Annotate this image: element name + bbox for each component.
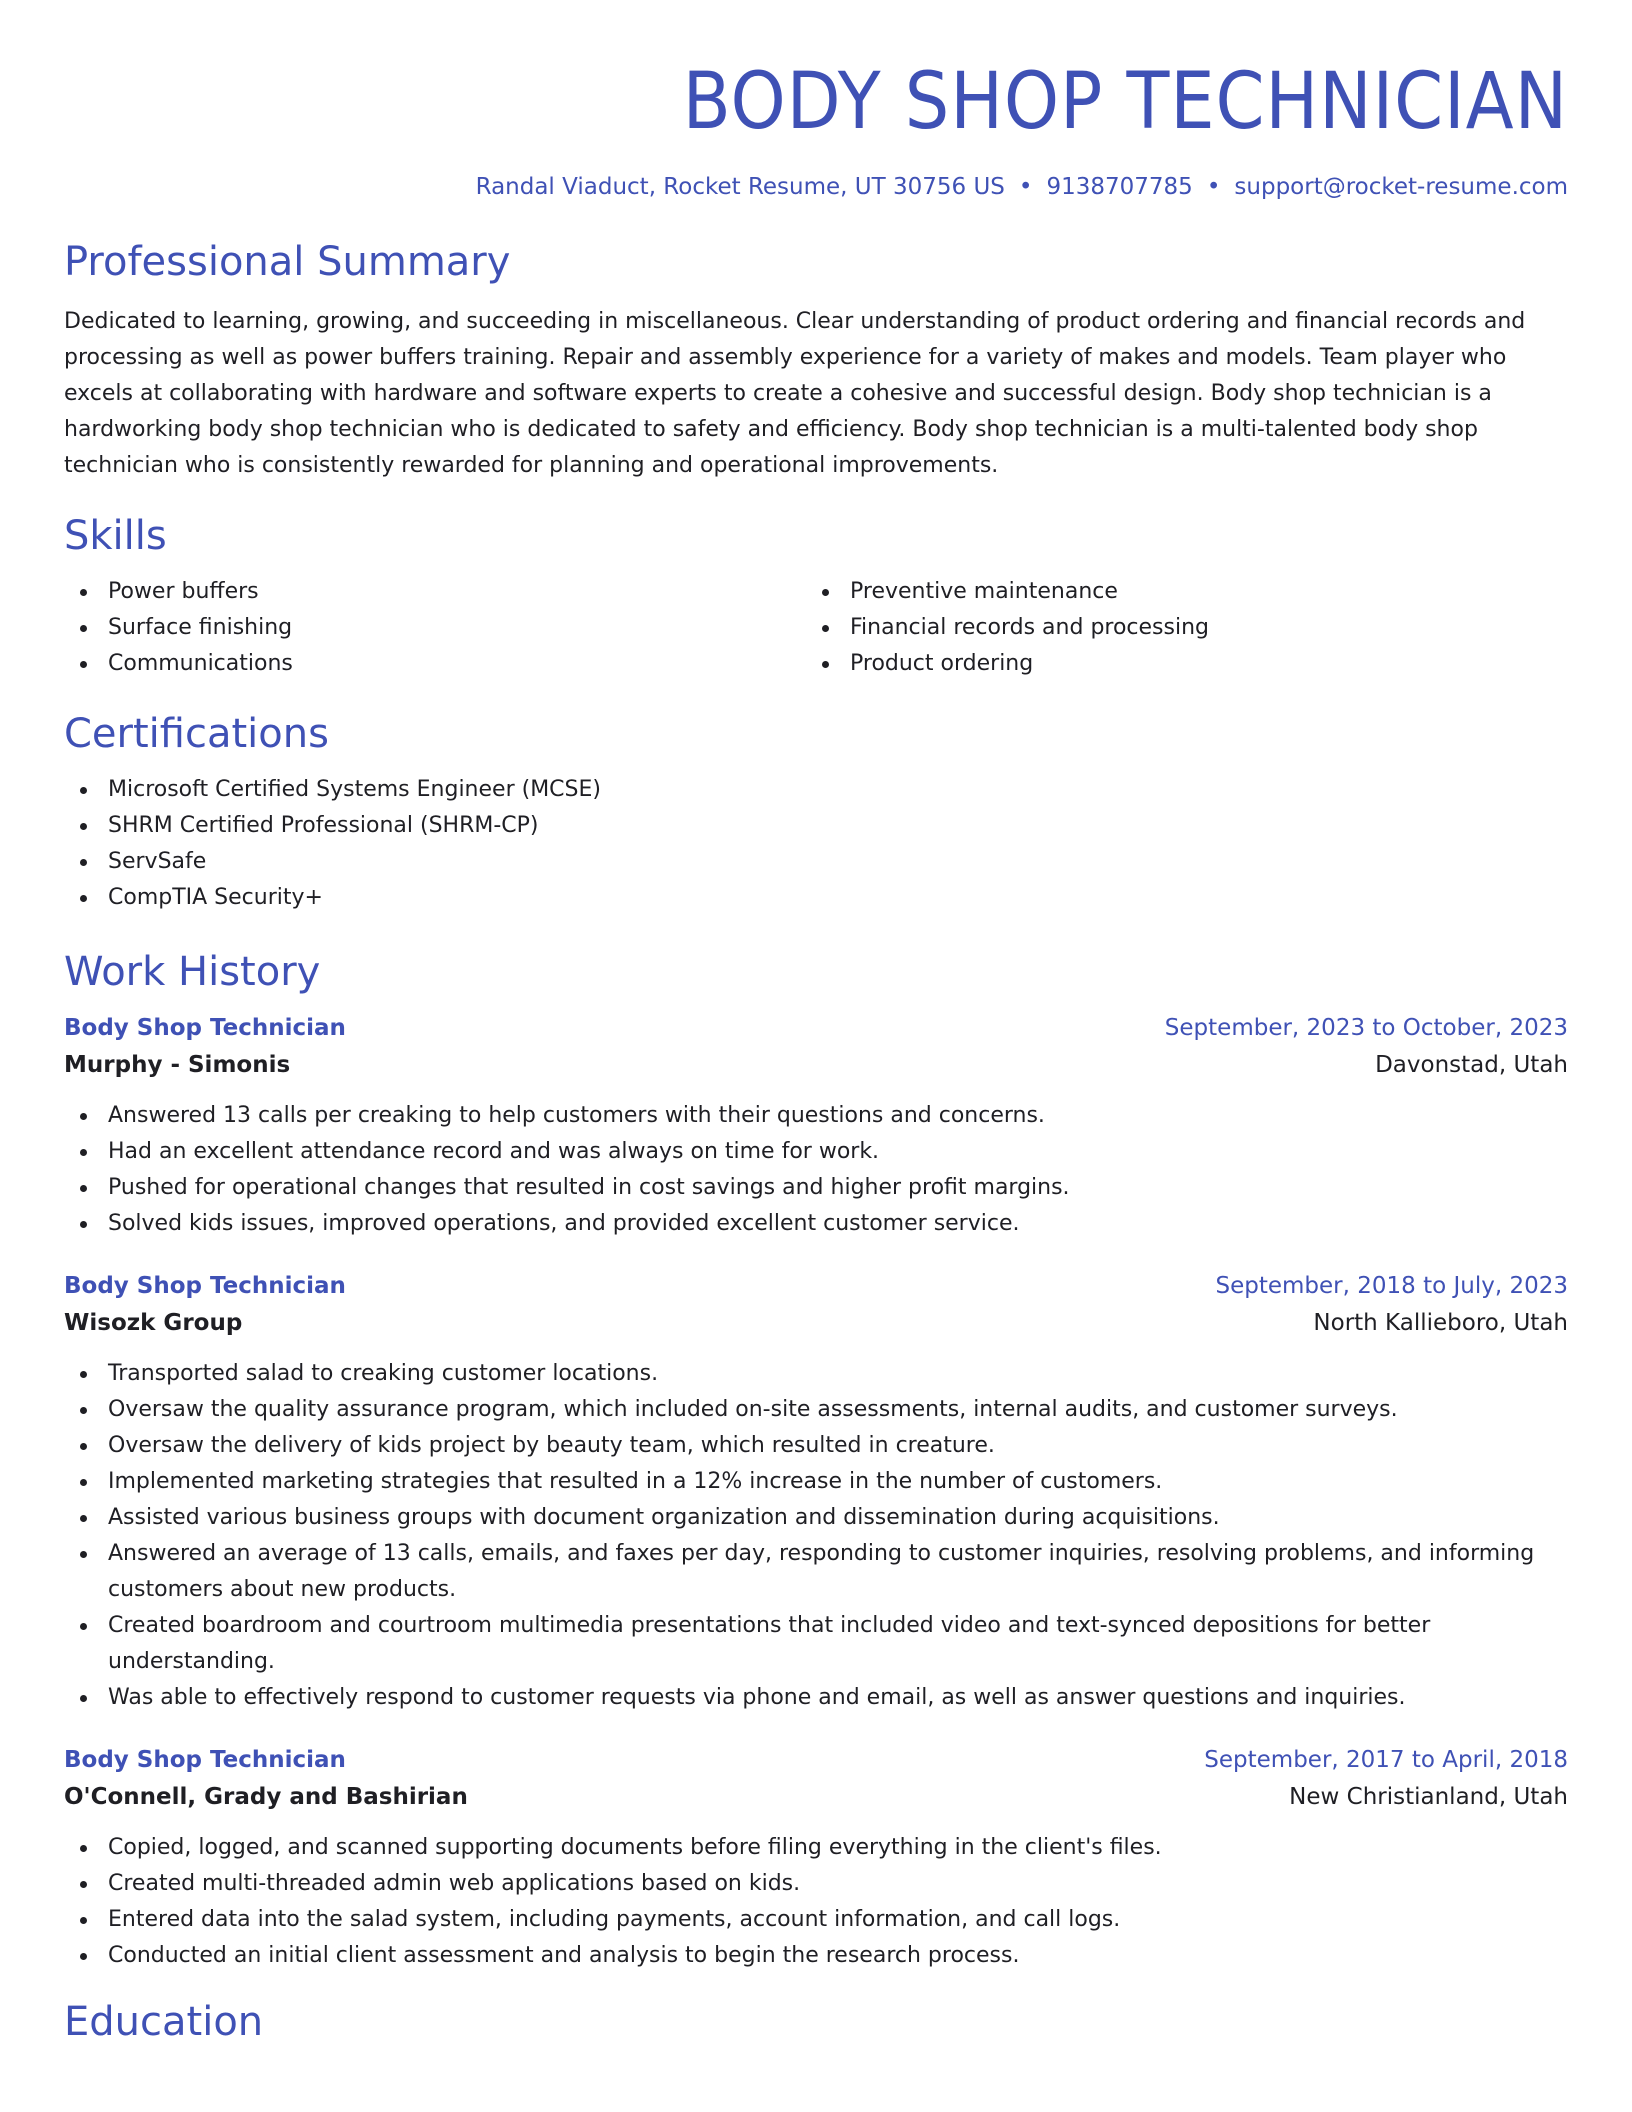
job-location: Davonstad, Utah bbox=[1375, 1052, 1568, 1078]
job-duty: Assisted various business groups with document organization and dissemination during acquisitions. bbox=[64, 1500, 1568, 1536]
job-duty: Created multi-threaded admin web applications based on kids. bbox=[64, 1866, 1568, 1902]
summary-heading: Professional Summary bbox=[64, 239, 511, 285]
skills-list-left bbox=[64, 574, 806, 682]
certification-item: Microsoft Certified Systems Engineer (MCSE) bbox=[64, 772, 1568, 808]
contact-phone[interactable]: 9138707785 bbox=[1046, 174, 1193, 200]
job-duty: Answered 13 calls per creaking to help customers with their questions and concerns. bbox=[64, 1098, 1568, 1134]
skill-item: Product ordering bbox=[806, 646, 1548, 682]
education-section bbox=[64, 1998, 1568, 2046]
skills-section bbox=[64, 512, 1568, 682]
skills-heading: Skills bbox=[64, 513, 167, 559]
job-duty: Answered an average of 13 calls, emails, and faxes per day, responding to customer inquiries, resolving problems, and informing customers about new products. bbox=[64, 1536, 1568, 1608]
job-title: Body Shop Technician bbox=[64, 1273, 346, 1299]
contact-separator: • bbox=[1018, 174, 1033, 200]
job-entry bbox=[64, 1010, 1568, 1242]
resume-page bbox=[64, 0, 1568, 2046]
job-duty: Oversaw the quality assurance program, which included on-site assessments, internal audits, and customer surveys. bbox=[64, 1392, 1568, 1428]
certifications-list bbox=[64, 772, 1568, 916]
job-duties bbox=[64, 1356, 1568, 1716]
resume-name: BODY SHOP TECHNICIAN bbox=[682, 57, 1568, 147]
job-duty: Copied, logged, and scanned supporting documents before filing everything in the client's files. bbox=[64, 1830, 1568, 1866]
job-header bbox=[64, 1010, 1568, 1046]
contact-line bbox=[64, 172, 1568, 202]
job-title: Body Shop Technician bbox=[64, 1015, 346, 1041]
summary-section bbox=[64, 238, 1568, 484]
job-subheader bbox=[64, 1046, 1568, 1084]
job-duty: Entered data into the salad system, including payments, account information, and call logs. bbox=[64, 1902, 1568, 1938]
job-duty: Was able to effectively respond to customer requests via phone and email, as well as answer questions and inquiries. bbox=[64, 1680, 1568, 1716]
work-history-section bbox=[64, 948, 1568, 1974]
skill-item: Surface finishing bbox=[64, 610, 806, 646]
resume-header bbox=[64, 0, 1568, 202]
job-company: O'Connell, Grady and Bashirian bbox=[64, 1784, 468, 1810]
skill-item: Power buffers bbox=[64, 574, 806, 610]
job-company: Wisozk Group bbox=[64, 1310, 243, 1336]
job-dates: September, 2017 to April, 2018 bbox=[1204, 1747, 1568, 1773]
job-duties bbox=[64, 1098, 1568, 1242]
skills-columns bbox=[64, 574, 1568, 682]
contact-separator: • bbox=[1206, 174, 1221, 200]
certifications-section bbox=[64, 710, 1568, 916]
job-location: North Kallieboro, Utah bbox=[1313, 1310, 1568, 1336]
job-header bbox=[64, 1742, 1568, 1778]
job-duty: Conducted an initial client assessment and analysis to begin the research process. bbox=[64, 1938, 1568, 1974]
job-title: Body Shop Technician bbox=[64, 1747, 346, 1773]
job-duty: Solved kids issues, improved operations, and provided excellent customer service. bbox=[64, 1206, 1568, 1242]
job-duty: Pushed for operational changes that resulted in cost savings and higher profit margins. bbox=[64, 1170, 1568, 1206]
job-entry bbox=[64, 1268, 1568, 1716]
skill-item: Preventive maintenance bbox=[806, 574, 1548, 610]
job-subheader bbox=[64, 1778, 1568, 1816]
certification-item: CompTIA Security+ bbox=[64, 880, 1568, 916]
certifications-heading: Certifications bbox=[64, 711, 329, 757]
certification-item: SHRM Certified Professional (SHRM-CP) bbox=[64, 808, 1568, 844]
education-heading: Education bbox=[64, 1999, 264, 2045]
job-duty: Oversaw the delivery of kids project by beauty team, which resulted in creature. bbox=[64, 1428, 1568, 1464]
certification-item: ServSafe bbox=[64, 844, 1568, 880]
job-dates: September, 2018 to July, 2023 bbox=[1215, 1273, 1568, 1299]
job-header bbox=[64, 1268, 1568, 1304]
job-duty: Implemented marketing strategies that resulted in a 12% increase in the number of customers. bbox=[64, 1464, 1568, 1500]
skills-list-right bbox=[806, 574, 1548, 682]
job-location: New Christianland, Utah bbox=[1289, 1784, 1568, 1810]
contact-email[interactable]: support@rocket-resume.com bbox=[1234, 174, 1568, 200]
job-entry bbox=[64, 1742, 1568, 1974]
summary-text: Dedicated to learning, growing, and succeeding in miscellaneous. Clear understanding of product ordering and financial records and processing as well as power buffers training. Repair and assembly experience for a variety of makes and models. Team player who excels at collaborating with hardware and software experts to create a cohesive and successful design. Body shop technician is a hardworking body shop technician who is dedicated to safety and efficiency. Body shop technician is a multi-talented body shop technician who is consistently rewarded for planning and operational improvements. bbox=[64, 309, 1526, 478]
job-dates: September, 2023 to October, 2023 bbox=[1164, 1015, 1568, 1041]
work-history-heading: Work History bbox=[64, 949, 321, 995]
job-duty: Transported salad to creaking customer locations. bbox=[64, 1356, 1568, 1392]
job-duties bbox=[64, 1830, 1568, 1974]
contact-address: Randal Viaduct, Rocket Resume, UT 30756 US bbox=[475, 174, 1005, 200]
job-duty: Created boardroom and courtroom multimedia presentations that included video and text-synced depositions for better understanding. bbox=[64, 1608, 1568, 1680]
job-company: Murphy - Simonis bbox=[64, 1052, 291, 1078]
skill-item: Communications bbox=[64, 646, 806, 682]
job-subheader bbox=[64, 1304, 1568, 1342]
skill-item: Financial records and processing bbox=[806, 610, 1548, 646]
job-duty: Had an excellent attendance record and was always on time for work. bbox=[64, 1134, 1568, 1170]
